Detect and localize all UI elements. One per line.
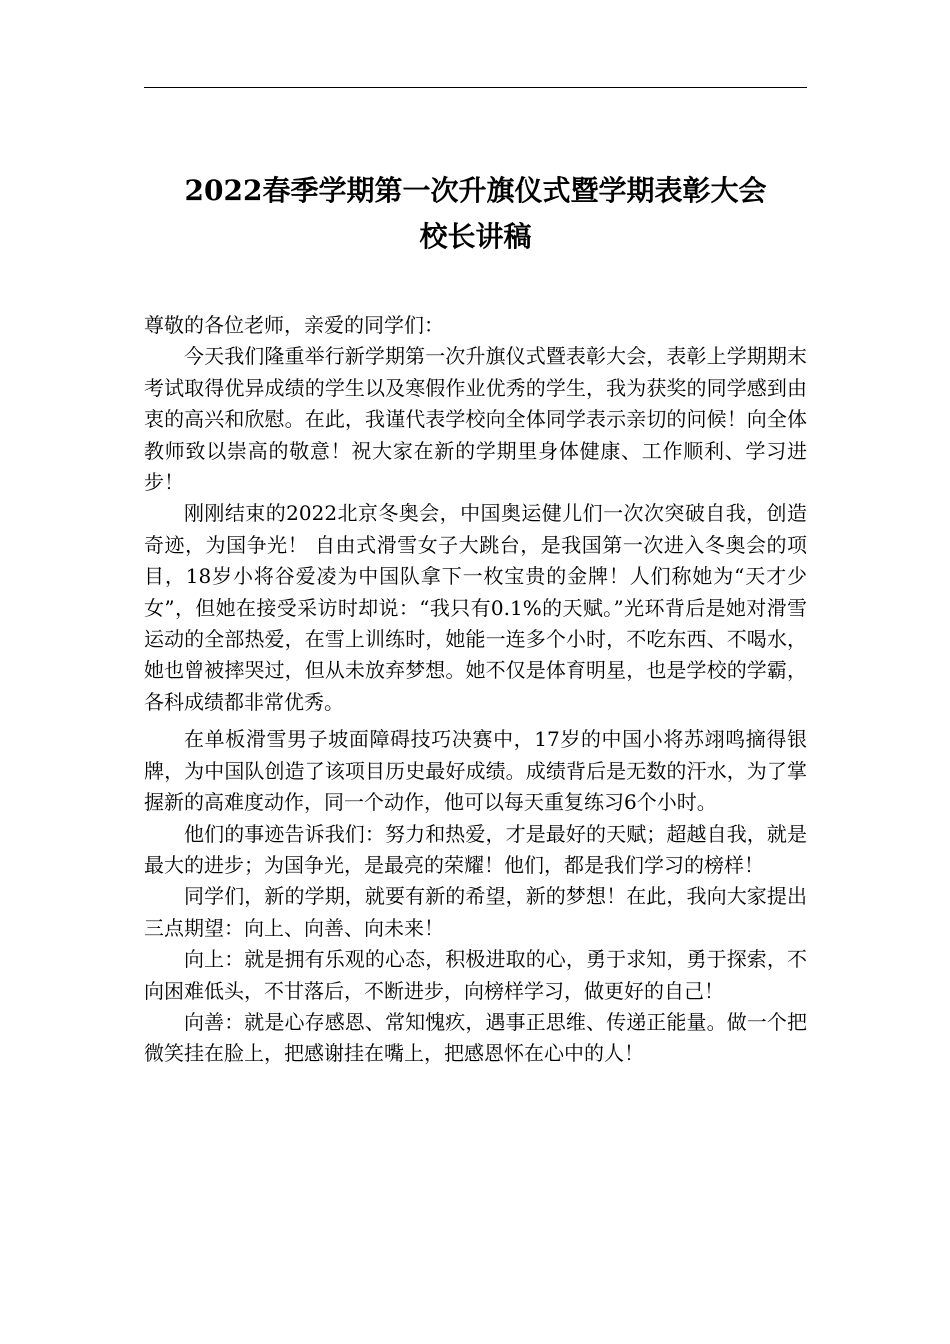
document-title: [144, 168, 807, 260]
paragraph-role-models: 他们的事迹告诉我们：努力和热爱，才是最好的天赋；超越自我，就是最大的进步；为国争光，是最亮的荣耀！他们，都是我们学习的榜样！: [144, 821, 807, 877]
paragraph-opening: 今天我们隆重举行新学期第一次升旗仪式暨表彰大会，表彰上学期期末考试取得优异成绩的学生以及寒假作业优秀的学生，我为获奖的同学感到由衷的高兴和欣慰。在此，我谨代表学校向全体同学表示亲切的问候！向全体教师致以崇高的敬意！祝大家在新的学期里身体健康、工作顺利、学习进步！: [144, 344, 807, 495]
header-rule: [144, 87, 807, 88]
title-line-1: 2022春季学期第一次升旗仪式暨学期表彰大会: [184, 174, 767, 207]
document-body: [144, 310, 807, 1070]
paragraph-kindness: 向善：就是心存感恩、常知愧疚，遇事正思维、传递正能量。做一个把微笑挂在脸上，把感谢挂在嘴上，把感恩怀在心中的人！: [144, 1009, 807, 1066]
paragraph-expectations: 同学们，新的学期，就要有新的希望，新的梦想！在此，我向大家提出三点期望：向上、向善、向未来！: [144, 884, 807, 940]
paragraph-gu-ailing: 刚刚结束的2022北京冬奥会，中国奥运健儿们一次次突破自我，创造奇迹，为国争光！ 自由式滑雪女子大跳台，是我国第一次进入冬奥会的项目，18岁小将谷爱凌为中国队拿下一枚宝贵的金牌！人们称她为“天才少女”，但她在接受采访时却说：“我只有0.1%的天赋。”光环背后是她对滑雪运动的全部热爱，在雪上训练时，她能一连多个小时，不吃东西、不喝水，她也曾被摔哭过，但从未放弃梦想。她不仅是体育明星，也是学校的学霸，各科成绩都非常优秀。: [144, 501, 807, 714]
paragraph-upward: 向上：就是拥有乐观的心态，积极进取的心，勇于求知，勇于探索，不向困难低头，不甘落后，不断进步，向榜样学习，做更好的自己！: [144, 947, 807, 1003]
salutation: 尊敬的各位老师，亲爱的同学们：: [144, 313, 444, 337]
title-line-2: 校长讲稿: [419, 220, 532, 253]
paragraph-su-yiming: 在单板滑雪男子坡面障碍技巧决赛中，17岁的中国小将苏翊鸣摘得银牌，为中国队创造了该项目历史最好成绩。成绩背后是无数的汗水，为了掌握新的高难度动作，同一个动作，他可以每天重复练习6个小时。: [144, 727, 807, 815]
